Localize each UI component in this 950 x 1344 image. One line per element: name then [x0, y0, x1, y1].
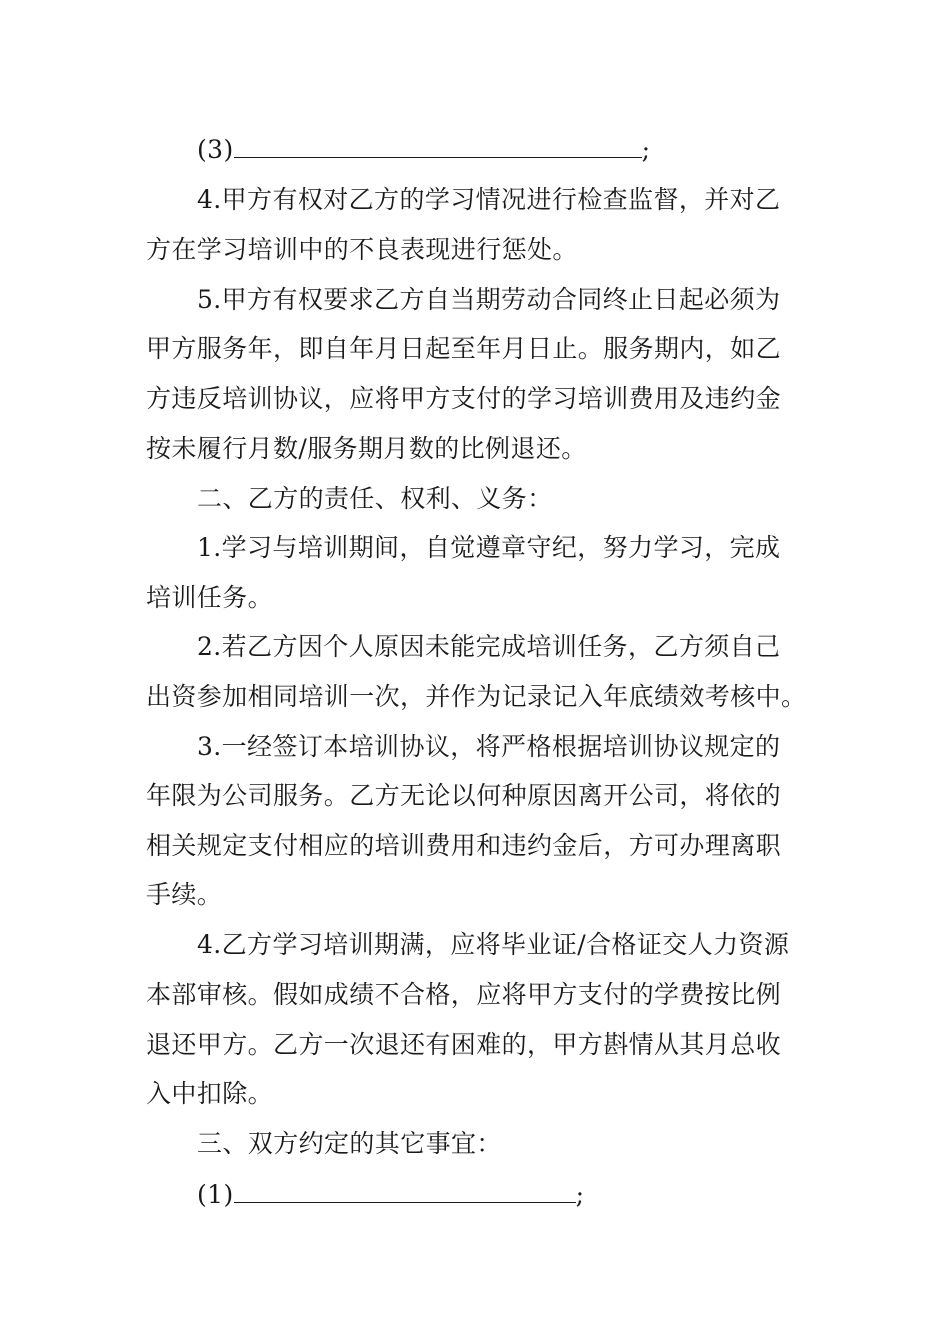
paragraph-line: 2.若乙方因个人原因未能完成培训任务，乙方须自己 — [197, 632, 781, 661]
blank-item-3-label: (3) — [197, 135, 234, 164]
section-heading: 二、乙方的责任、权利、义务： — [197, 484, 553, 513]
paragraph-line: 退还甲方。乙方一次退还有困难的，甲方斟情从其月总收 — [146, 1030, 782, 1059]
paragraph-line: 相关规定支付相应的培训费用和违约金后，方可办理离职 — [146, 831, 782, 860]
fill-in-blank-line — [234, 1178, 576, 1203]
paragraph-line: 年限为公司服务。乙方无论以何种原因离开公司，将依的 — [146, 781, 782, 810]
blank-item-3 — [197, 133, 807, 167]
paragraph-line: 4.乙方学习培训期满，应将毕业证/合格证交人力资源 — [197, 930, 790, 959]
paragraph-line: 培训任务。 — [146, 583, 274, 612]
paragraph-line: 本部审核。假如成绩不合格，应将甲方支付的学费按比例 — [146, 980, 782, 1009]
blank-item-3-end: ; — [641, 135, 651, 164]
paragraph-line: 方在学习培训中的不良表现进行惩处。 — [146, 235, 578, 264]
paragraph-line: 按未履行月数/服务期月数的比例退还。 — [146, 434, 587, 463]
fill-in-blank-line — [234, 133, 642, 158]
paragraph-line: 方违反培训协议，应将甲方支付的学习培训费用及违约金 — [146, 384, 782, 413]
section-heading: 三、双方约定的其它事宜： — [197, 1129, 502, 1158]
paragraph-line: 甲方服务年，即自年月日起至年月日止。服务期内，如乙 — [146, 334, 782, 363]
paragraph-line: 出资参加相同培训一次，并作为记录记入年底绩效考核中。 — [146, 682, 807, 711]
blank-item-1-label: (1) — [197, 1180, 234, 1209]
paragraph-line: 4.甲方有权对乙方的学习情况进行检查监督，并对乙 — [197, 185, 781, 214]
paragraph-line: 入中扣除。 — [146, 1079, 274, 1108]
paragraph-line: 1.学习与培训期间，自觉遵章守纪，努力学习，完成 — [197, 533, 781, 562]
paragraph-line: 3.一经签订本培训协议，将严格根据培训协议规定的 — [197, 732, 781, 761]
blank-item-1-end: ; — [575, 1180, 585, 1209]
paragraph-line: 手续。 — [146, 880, 223, 909]
blank-item-1 — [197, 1178, 807, 1212]
paragraph-line: 5.甲方有权要求乙方自当期劳动合同终止日起必须为 — [197, 285, 781, 314]
